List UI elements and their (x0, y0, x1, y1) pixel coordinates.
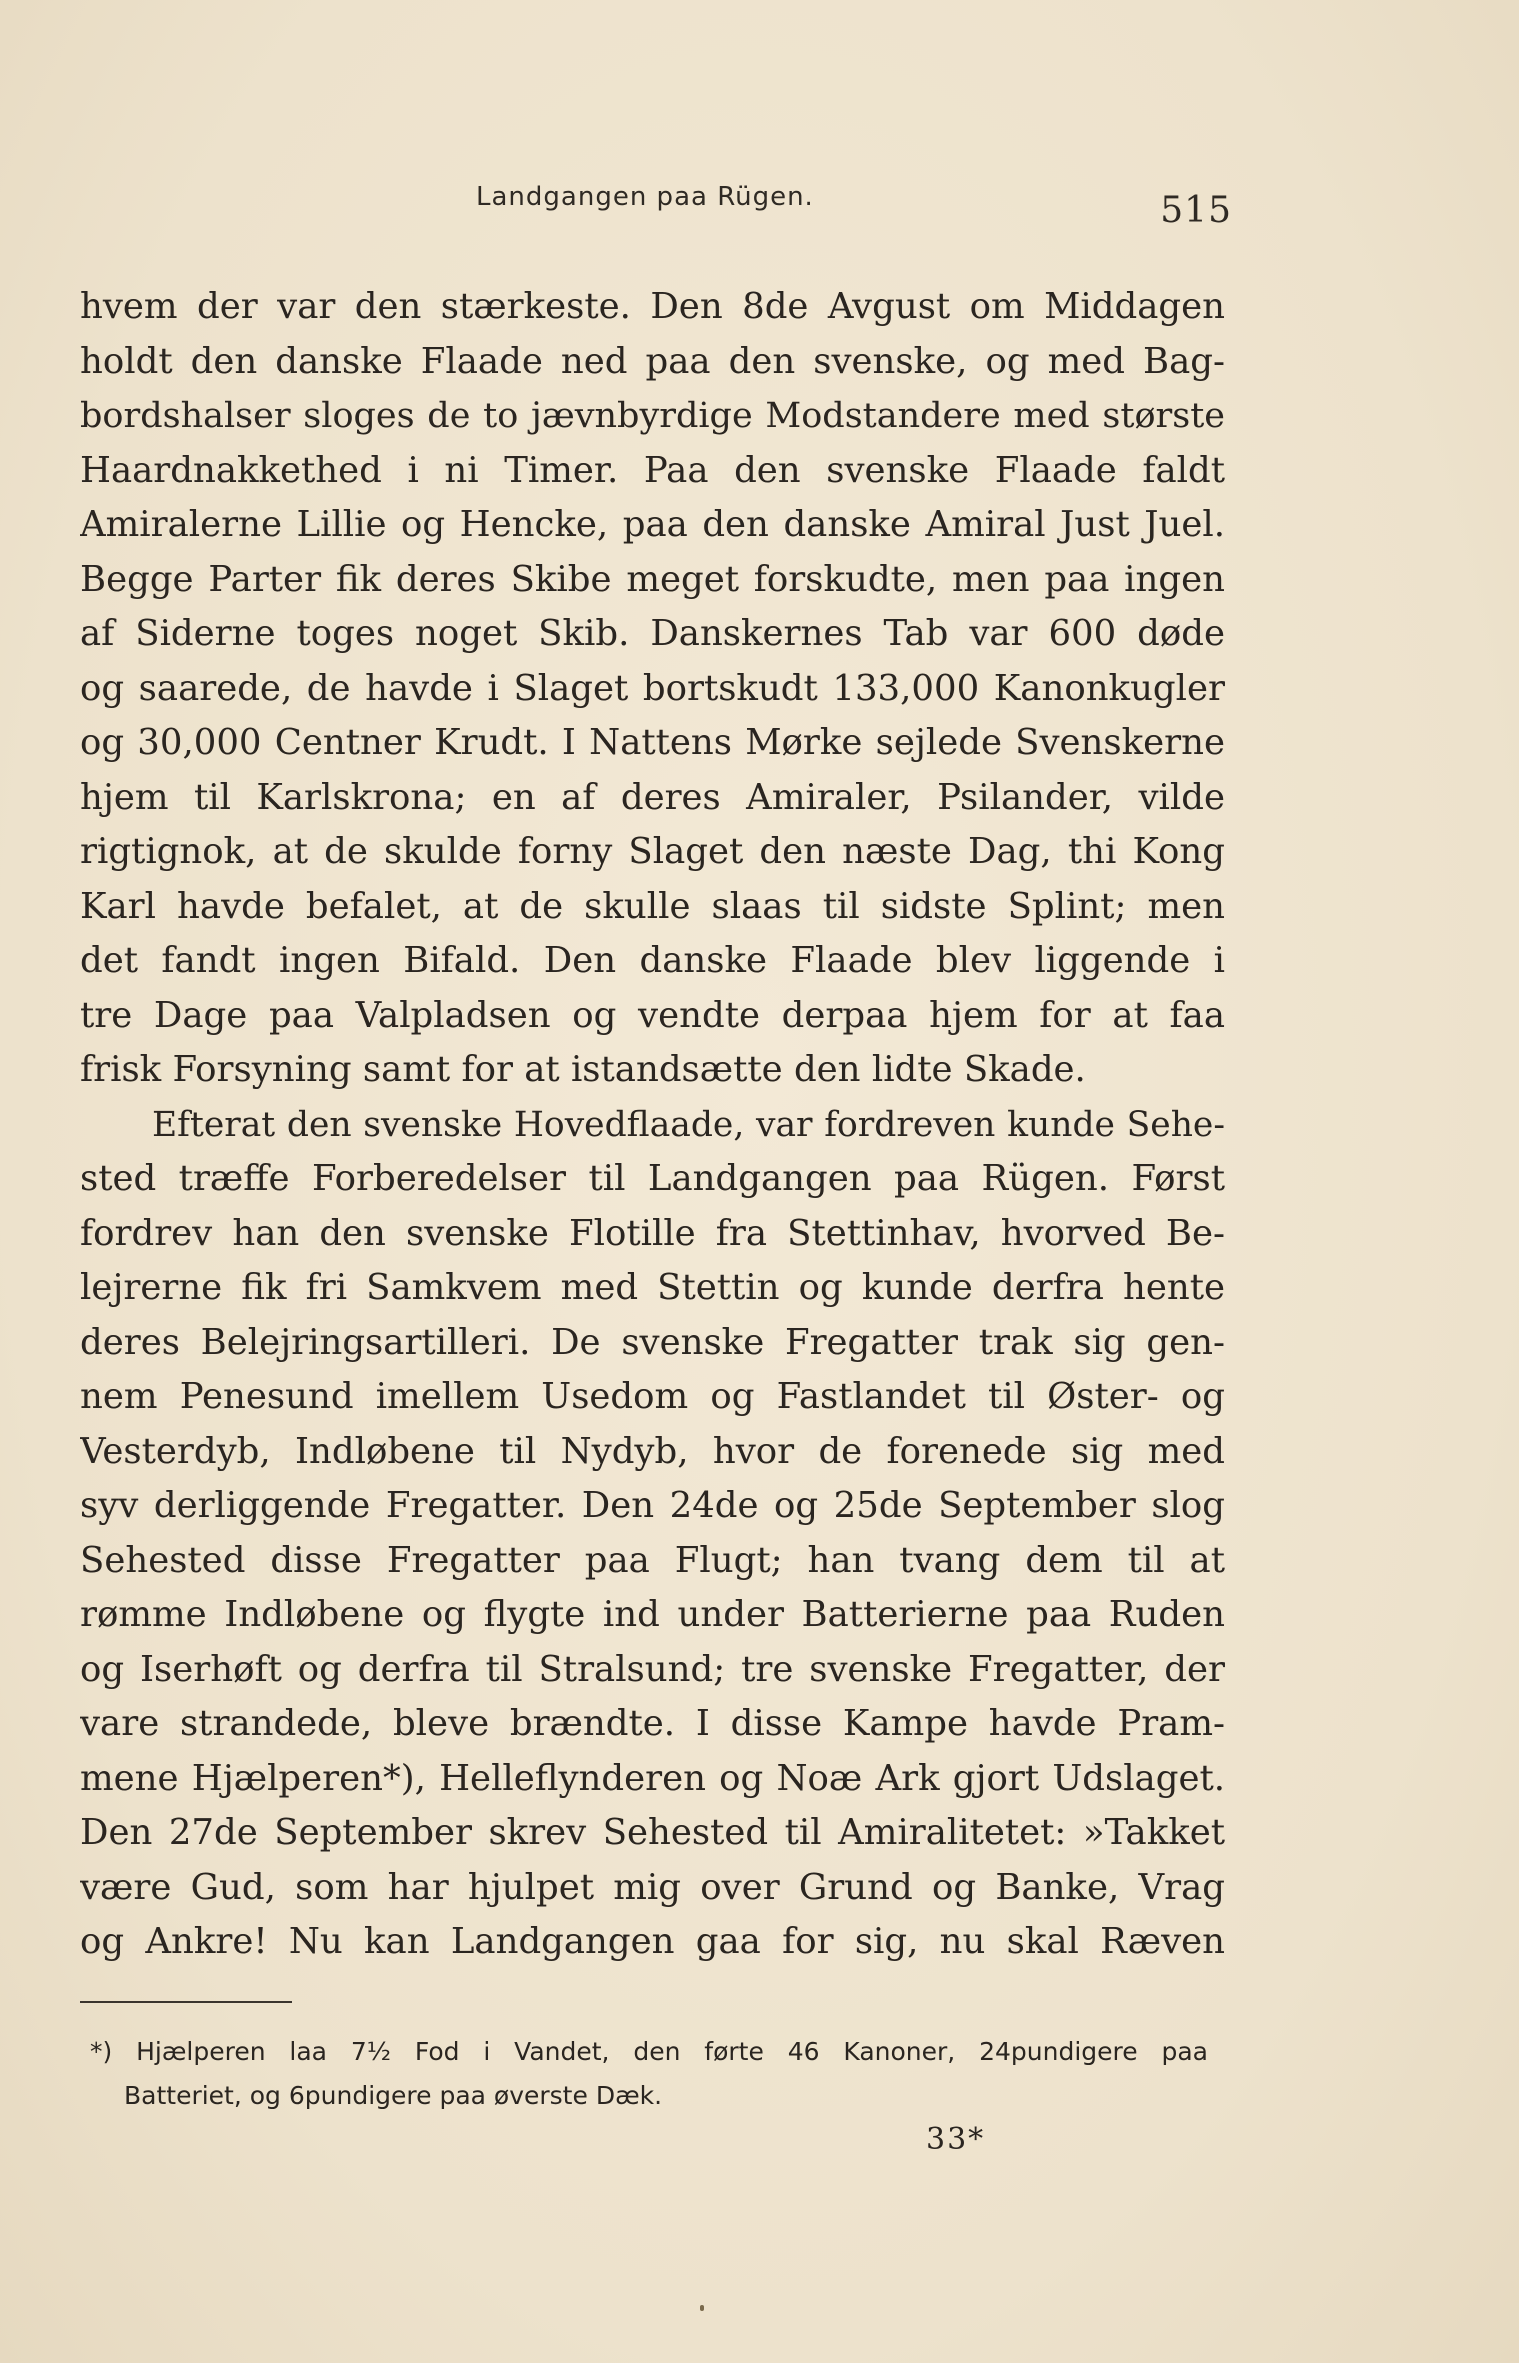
footnote-rule (80, 2001, 292, 2003)
text-line: Haardnakkethed i ni Timer. Paa den svenske Flaade faldt (80, 449, 1225, 491)
text-line: vare strandede, bleve brændte. I disse Kampe havde Pram- (80, 1703, 1225, 1744)
text-line: tre Dage paa Valpladsen og vendte derpaa hjem for at faa (80, 994, 1225, 1036)
text-line: holdt den danske Flaade ned paa den svenske, og med Bag- (80, 340, 1225, 382)
text-line: syv derliggende Fregatter. Den 24de og 25de September slog (80, 1485, 1225, 1526)
text-line: være Gud, som har hjulpet mig over Grund og Banke, Vrag (80, 1866, 1225, 1908)
text-line: frisk Forsyning samt for at istandsætte den lidte Skade. (80, 1049, 1086, 1090)
text-line: nem Penesund imellem Usedom og Fastlandet til Øster- og (80, 1376, 1225, 1417)
text-line: og Ankre! Nu kan Landgangen gaa for sig, nu skal Ræven (80, 1921, 1225, 1962)
text-line: og 30,000 Centner Krudt. I Nattens Mørke sejlede Svenskerne (80, 722, 1225, 763)
page-number: 515 (1160, 190, 1232, 231)
paper-speck (700, 2305, 704, 2311)
text-line: Begge Parter fik deres Skibe meget forskudte, men paa ingen (80, 558, 1225, 600)
text-line: lejrerne fik fri Samkvem med Stettin og kunde derfra hente (80, 1267, 1225, 1308)
signature-mark: 33* (926, 2122, 986, 2157)
text-line: Den 27de September skrev Sehested til Amiralitetet: »Takket (80, 1812, 1225, 1853)
text-line: og Iserhøft og derfra til Stralsund; tre svenske Fregatter, der (80, 1648, 1225, 1690)
running-title: Landgangen paa Rügen. (476, 182, 814, 212)
text-line: sted træffe Forberedelser til Landgangen paa Rügen. Først (80, 1158, 1225, 1199)
text-line: Vesterdyb, Indløbene til Nydyb, hvor de forenede sig med (80, 1430, 1225, 1472)
text-line: rigtignok, at de skulde forny Slaget den næste Dag, thi Kong (80, 831, 1225, 872)
text-line: og saarede, de havde i Slaget bortskudt 133,000 Kanonkugler (80, 667, 1225, 709)
text-line: deres Belejringsartilleri. De svenske Fregatter trak sig gen- (80, 1321, 1225, 1363)
text-line: Sehested disse Fregatter paa Flugt; han tvang dem til at (80, 1539, 1225, 1581)
text-line: det fandt ingen Bifald. Den danske Flaade blev liggende i (80, 940, 1225, 981)
text-line: Amiralerne Lillie og Hencke, paa den danske Amiral Just Juel. (80, 504, 1225, 545)
footnote-line: *) Hjælperen laa 7½ Fod i Vandet, den førte 46 Kanoner, 24pundigere paa (90, 2037, 1208, 2066)
text-line: bordshalser sloges de to jævnbyrdige Modstandere med største (80, 396, 1225, 436)
text-line: fordrev han den svenske Flotille fra Stettinhav, hvorved Be- (80, 1212, 1225, 1254)
footnote (80, 2030, 1208, 2118)
text-line: hvem der var den stærkeste. Den 8de Avgust om Middagen (80, 286, 1225, 327)
text-line: hjem til Karlskrona; en af deres Amiraler, Psilander, vilde (80, 776, 1225, 818)
text-line: mene Hjælperen*), Helleflynderen og Noæ Ark gjort Udslaget. (80, 1757, 1225, 1799)
text-line: af Siderne toges noget Skib. Danskernes Tab var 600 døde (80, 613, 1225, 654)
text-line: rømme Indløbene og flygte ind under Batterierne paa Ruden (80, 1594, 1225, 1635)
text-line: Efterat den svenske Hovedflaade, var fordreven kunde Sehe- (152, 1104, 1225, 1145)
running-head (80, 182, 1232, 242)
footnote-line: Batteriet, og 6pundigere paa øverste Dæk. (124, 2081, 663, 2110)
body-text (80, 280, 1225, 1970)
text-line: Karl havde befalet, at de skulle slaas til sidste Splint; men (80, 885, 1225, 927)
